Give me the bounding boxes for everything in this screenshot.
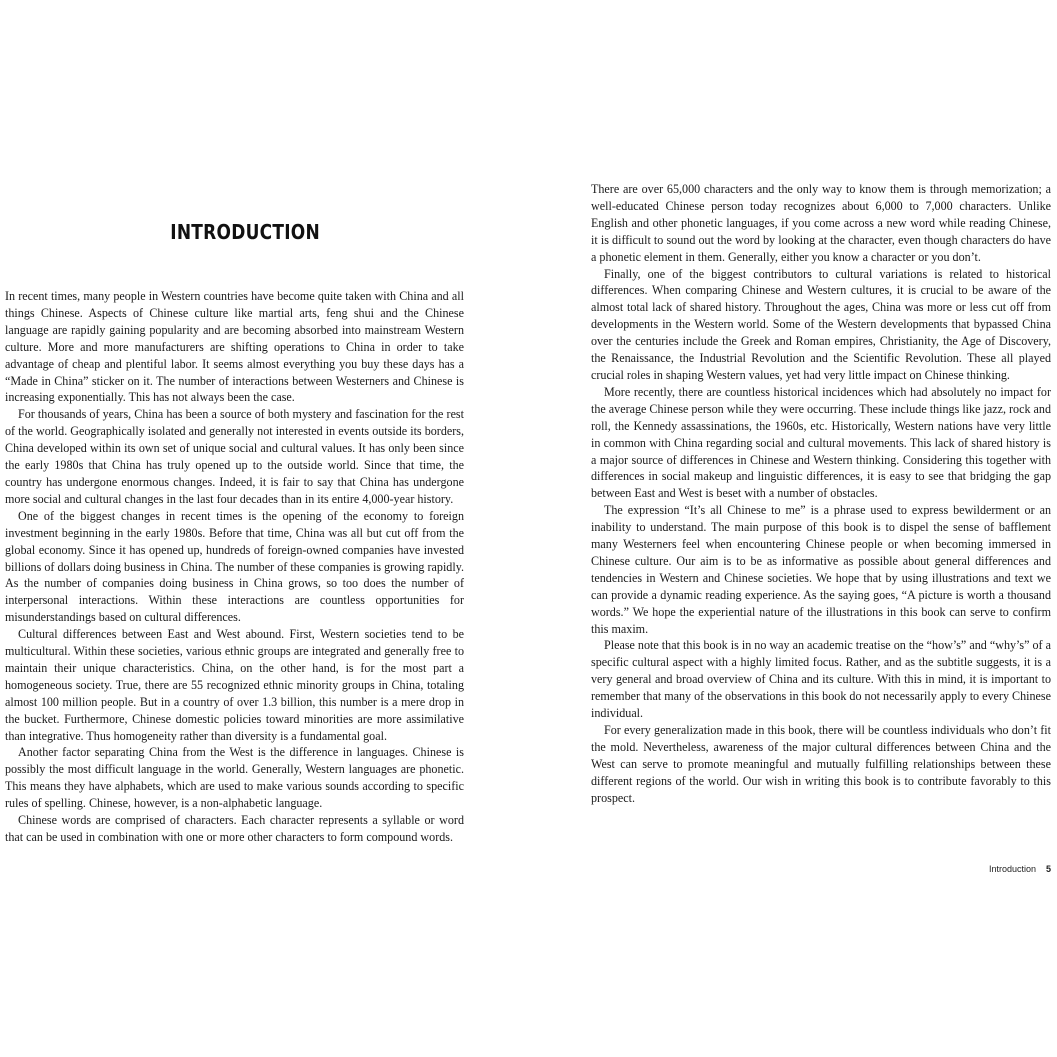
paragraph: In recent times, many people in Western countries have become quite taken with China and all things Chinese. Aspects of Chinese culture like martial arts, feng shui and the Chinese language are rapidly gaining popularity and are becoming absorbed into mainstream Western culture. More and more manufacturers are shifting operations to China in order to take advantage of cheap and plentiful labor. It seems almost everything you buy these days has a “Made in China” sticker on it. The number of interactions between Westerners and Chinese is increasing exponentially. This has not always been the case.: [5, 289, 464, 405]
paragraph: Finally, one of the biggest contributors to cultural variations is related to historical differences. When comparing Chinese and Western cultures, it is crucial to be aware of the almost total lack of shared history. Throughout the ages, China was more or less cut off from developments in the Western world. Some of the Western developments that bypassed China over the centuries include the Greek and Roman empires, Christianity, the Age of Discovery, the Renaissance, the Industrial Revolution and the Scientific Revolution. These all played crucial roles in shaping Western values, yet had very little impact on Chinese thinking.: [591, 266, 1051, 382]
chapter-title: INTRODUCTION: [170, 220, 320, 244]
page-footer: [989, 864, 1051, 874]
paragraph: Another factor separating China from the West is the difference in languages. Chinese is possibly the most difficult language in the world. Generally, Western languages are phonetic. This means they have alphabets, which are used to make various sounds according to specific rules of spelling. Chinese, however, is a non-alphabetic language.: [5, 745, 464, 811]
paragraph: Please note that this book is in no way an academic treatise on the “how’s” and “why’s” of a specific cultural aspect with a highly limited focus. Rather, and as the subtitle suggests, it is a very general and broad overview of China and its culture. With this in mind, it is important to remember that many of the observations in this book do not necessarily apply to every Chinese individual.: [591, 638, 1051, 721]
paragraph: Cultural differences between East and West abound. First, Western societies tend to be multicultural. Within these societies, various ethnic groups are integrated and generally free to maintain their unique characteristics. China, on the other hand, is for the most part a homogeneous society. True, there are 55 recognized ethnic minority groups in China, totaling almost 100 million people. But in a country of over 1.3 billion, this number is a mere drop in the bucket. Furthermore, Chinese domestic policies toward minorities are more assimilative than integrative. Thus homogeneity rather than diversity is a fundamental goal.: [5, 627, 464, 743]
page-number: 5: [1045, 864, 1051, 874]
paragraph: There are over 65,000 characters and the only way to know them is through memorization; a well-educated Chinese person today recognizes about 6,000 to 7,000 characters. Unlike English and other phonetic languages, if you come across a new word while reading Chinese, it is difficult to sound out the word by looking at the character, even though characters do have a phonetic element in them. Generally, either you know a character or you don’t.: [591, 182, 1051, 264]
left-page-body: [5, 288, 464, 846]
paragraph: For every generalization made in this book, there will be countless individuals who don’t fit the mold. Nevertheless, awareness of the major cultural differences between China and the West can serve to promote meaningful and mutually fulfilling relationships between these different regions of the world. Our wish in writing this book is to contribute favorably to this prospect.: [591, 723, 1051, 805]
paragraph: Chinese words are comprised of characters. Each character represents a syllable or word that can be used in combination with one or more other characters to form compound words.: [5, 813, 464, 844]
paragraph: The expression “It’s all Chinese to me” is a phrase used to express bewilderment or an inability to understand. The main purpose of this book is to dispel the sense of bafflement many Westerners feel when encountering Chinese people or when becoming immersed in Chinese culture. Our aim is to be as informative as possible about general differences and tendencies in Western and Chinese societies. We hope that by using illustrations and text we can provide a dynamic reading experience. As the saying goes, “A picture is worth a thousand words.” We hope the experiential nature of the illustrations in this book can serve to confirm this maxim.: [591, 503, 1051, 636]
paragraph: One of the biggest changes in recent times is the opening of the economy to foreign investment beginning in the early 1980s. Before that time, China was all but cut off from the global economy. Since it has opened up, hundreds of foreign-owned companies have invested billions of dollars doing business in China. The number of these companies is growing rapidly. As the number of companies doing business in China grows, so too does the number of interpersonal interactions. Within these interactions are countless opportunities for misunderstandings based on cultural differences.: [5, 508, 464, 625]
running-head: Introduction: [988, 864, 1036, 874]
left-page: [5, 220, 464, 846]
paragraph: More recently, there are countless historical incidences which had absolutely no impact for the average Chinese person while they were occurring. These include things like jazz, rock and roll, the Kennedy assassinations, the 1960s, etc. Historically, Western nations have very little in common with China regarding social and cultural movements. This lack of shared history is a major source of differences in Chinese and Western thinking. Considering this together with differences in social makeup and linguistic differences, it is easy to see that bridging the gap between East and West is beset with a number of obstacles.: [591, 384, 1051, 501]
right-page-body: [591, 181, 1051, 807]
paragraph: For thousands of years, China has been a source of both mystery and fascination for the rest of the world. Geographically isolated and generally not interested in events outside its borders, China developed within its own set of unique social and cultural values. It has only been since the early 1980s that China has truly opened up to the outside world. Since that time, the country has undergone enormous changes. Indeed, it is fair to say that China has undergone more social and cultural changes in the last four decades than in its entire 4,000-year history.: [5, 407, 464, 506]
right-page: [591, 181, 1051, 807]
